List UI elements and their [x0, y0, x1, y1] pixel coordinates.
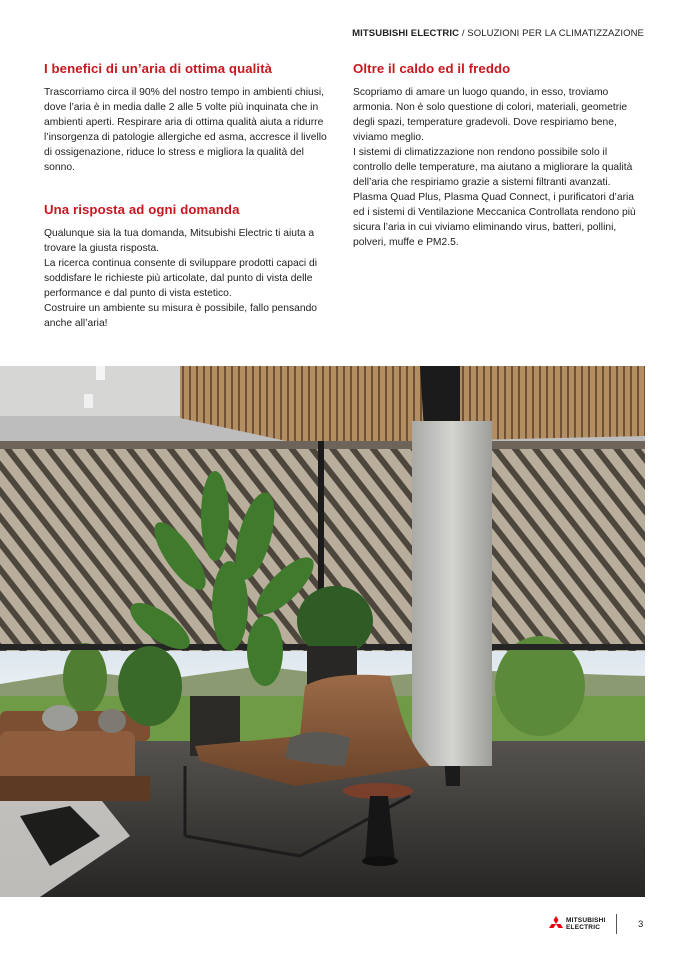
section-body-benefits: Trascorriamo circa il 90% del nostro tempo in ambienti chiusi, dove l’aria è in media dalle 2 alle 5 volte più inquinata che in ambienti aperti. Respirare aria di ottima qualità aiuta a ridurre l’insorgenza di patologie allergiche ed asma, accresce il livello di ossigenazione, riduce lo stress e migliora la qualità del sonno. — [44, 87, 327, 173]
mitsubishi-diamonds-logo-icon — [547, 916, 565, 937]
section-title-beyond: Oltre il caldo ed il freddo — [353, 61, 511, 76]
footer-divider — [616, 914, 617, 934]
left-column — [44, 61, 334, 331]
section-body-beyond-line: I sistemi di climatizzazione non rendono possibile solo il controllo delle temperature, ma aiutano a migliorare la qualità dell’aria che respiriamo grazie a sistemi filtranti avanzati. Plasma Quad Plus, Plasma Quad Connect, i purificatori d’aria ed i sistemi di Ventilazione Meccanica Controllata rendono più sicura l’aria in cui viviamo eliminando virus, batteri, pollini, polveri, muffe e PM2.5. — [353, 147, 636, 248]
footer-brand-line: MITSUBISHI — [566, 917, 606, 924]
section-title-answer: Una risposta ad ogni domanda — [44, 202, 240, 217]
spotlight-icon — [96, 366, 105, 380]
page-number: 3 — [638, 919, 644, 930]
header-brand: MITSUBISHI ELECTRIC — [352, 28, 460, 39]
spotlight-icon — [84, 394, 93, 408]
footer-brand — [566, 917, 606, 931]
footer-brand-line: ELECTRIC — [566, 924, 601, 931]
interior-living-room-photo — [0, 366, 645, 897]
section-body-beyond-line: Scopriamo di amare un luogo quando, in esso, troviamo armonia. Non è solo questione di colori, materiali, geometrie degli spazi, temperature gradevoli. Dove respiriamo bene, viviamo meglio. — [353, 87, 628, 143]
header-separator: / — [459, 28, 468, 39]
section-body-answer-line: La ricerca continua consente di sviluppare prodotti capaci di soddisfare le richieste più articolate, dal punto di vista delle performance e dal punto di vista estetico. — [44, 258, 318, 299]
section-title-benefits: I benefici di un’aria di ottima qualità — [44, 61, 273, 76]
section-answer — [44, 202, 334, 331]
header-section: SOLUZIONI PER LA CLIMATIZZAZIONE — [467, 28, 644, 39]
section-body-answer-line: Costruire un ambiente su misura è possibile, fallo pensando anche all’aria! — [44, 303, 318, 329]
section-body-answer-line: Qualunque sia la tua domanda, Mitsubishi Electric ti aiuta a trovare la giusta risposta. — [44, 228, 315, 254]
page-header — [352, 28, 644, 39]
right-column — [353, 61, 645, 250]
